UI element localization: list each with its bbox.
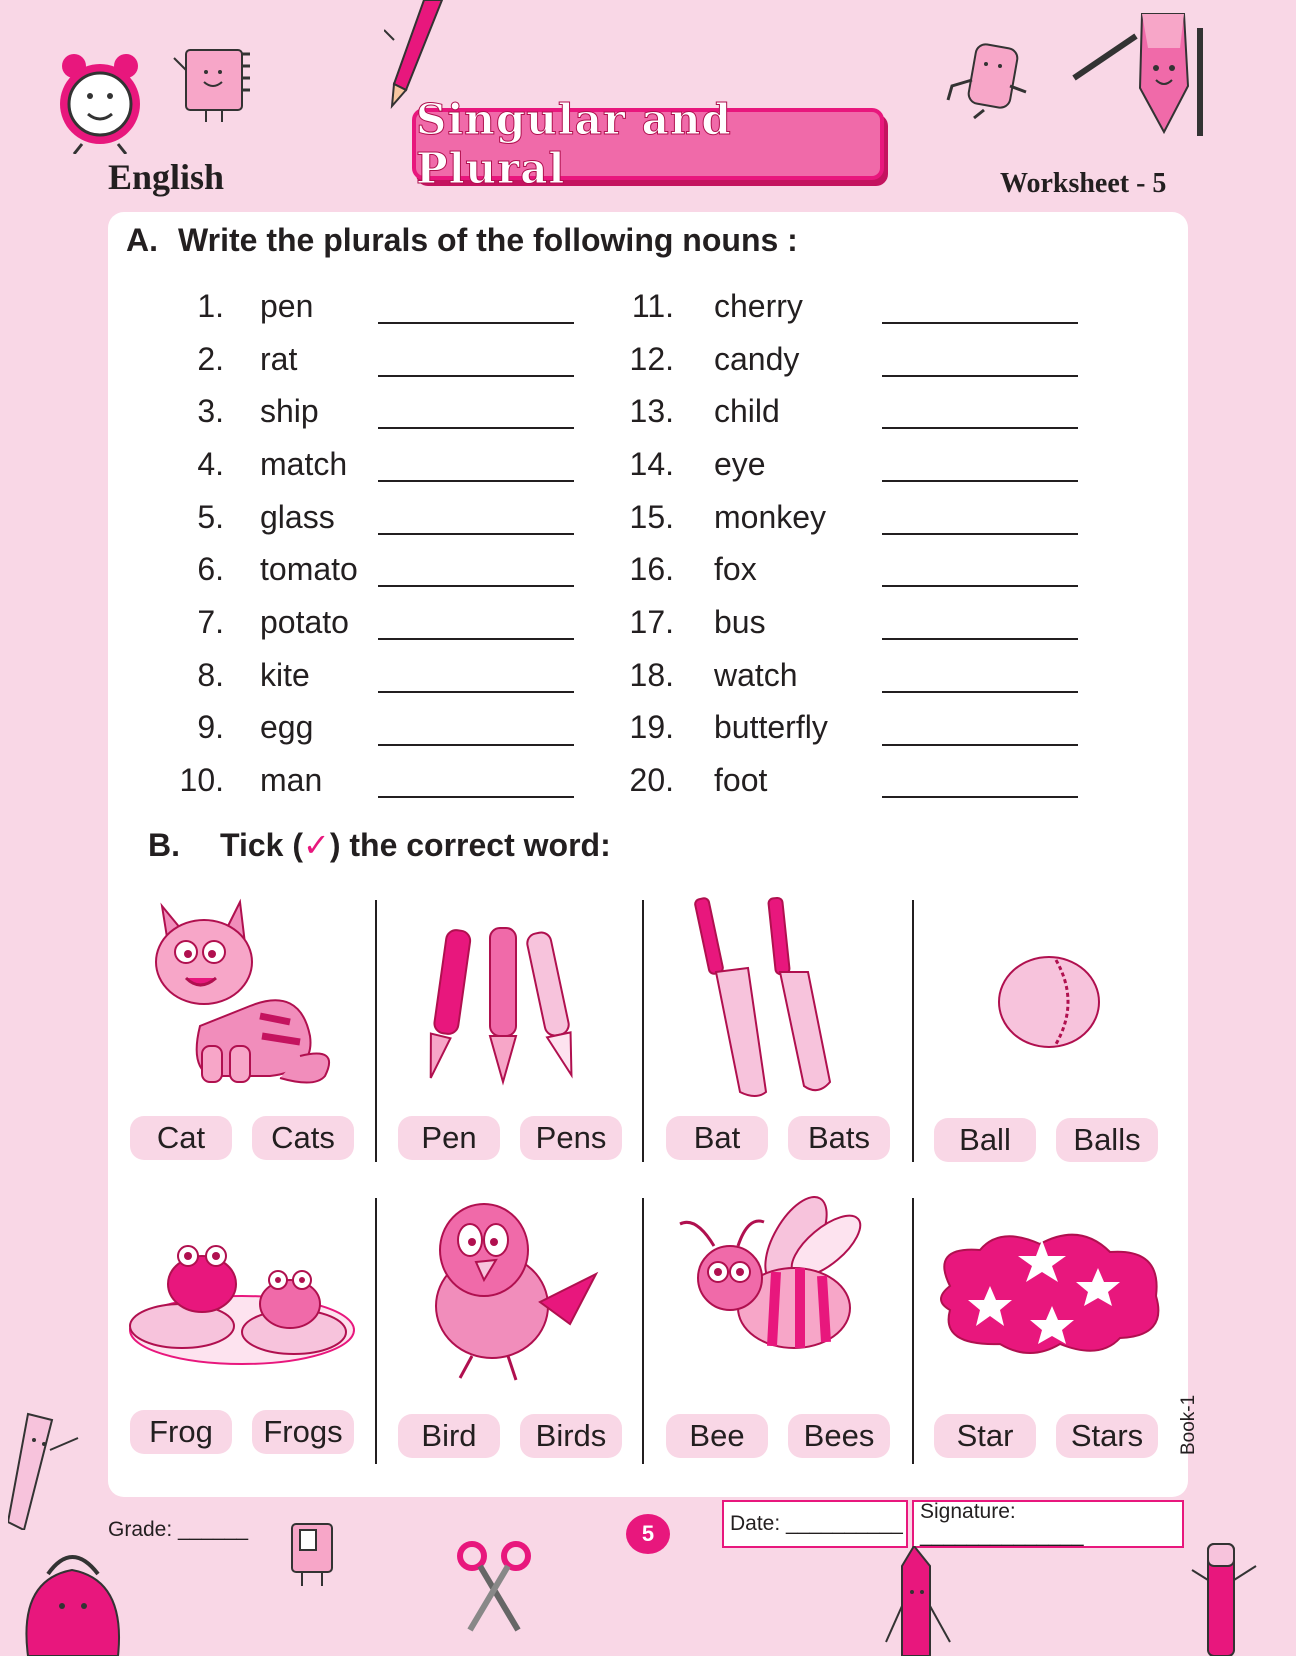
bats-picture	[694, 896, 844, 1100]
answer-blank[interactable]	[882, 691, 1078, 693]
list-item: 20. foot	[620, 754, 894, 807]
list-item: 16. fox	[620, 543, 894, 596]
list-item: 12. candy	[620, 333, 894, 386]
section-b-heading: B. Tick (✓) the correct word:	[148, 827, 611, 863]
option-birds[interactable]: Birds	[520, 1414, 622, 1458]
list-item: 17. bus	[620, 596, 894, 649]
option-cat[interactable]: Cat	[130, 1116, 232, 1160]
crayon-character-icon	[884, 1546, 954, 1656]
ruler-character-icon	[8, 1410, 88, 1530]
list-item: 7. potato	[170, 596, 420, 649]
option-cats[interactable]: Cats	[252, 1116, 354, 1160]
list-item: 14. eye	[620, 438, 894, 491]
noun-list-left	[170, 280, 420, 807]
option-bird[interactable]: Bird	[398, 1414, 500, 1458]
option-bats[interactable]: Bats	[788, 1116, 890, 1160]
list-item: 15. monkey	[620, 491, 894, 544]
scissors-icon	[456, 1538, 532, 1634]
answer-blank[interactable]	[882, 480, 1078, 482]
answer-blank[interactable]	[378, 480, 574, 482]
page-title: Singular and Plural	[416, 95, 732, 193]
answer-blank[interactable]	[378, 322, 574, 324]
grid-divider	[375, 1198, 377, 1464]
noun-list-right	[620, 280, 894, 807]
answer-blank[interactable]	[882, 375, 1078, 377]
option-stars[interactable]: Stars	[1056, 1414, 1158, 1458]
list-item: 1. pen	[170, 280, 420, 333]
section-a-heading: A. Write the plurals of the following nouns :	[126, 222, 798, 258]
option-balls[interactable]: Balls	[1056, 1118, 1158, 1162]
option-star[interactable]: Star	[934, 1414, 1036, 1458]
pen-character-icon	[1190, 1540, 1260, 1656]
answer-blank[interactable]	[882, 638, 1078, 640]
ball-picture	[996, 954, 1102, 1050]
answer-blank[interactable]	[882, 744, 1078, 746]
list-item: 11. cherry	[620, 280, 894, 333]
option-frog[interactable]: Frog	[130, 1410, 232, 1454]
grid-divider	[912, 900, 914, 1162]
list-item: 19. butterfly	[620, 702, 894, 755]
eraser-character-icon	[944, 40, 1034, 120]
stars-picture	[930, 1226, 1164, 1358]
list-item: 10. man	[170, 754, 420, 807]
bee-picture	[676, 1196, 870, 1380]
option-ball[interactable]: Ball	[934, 1118, 1036, 1162]
subject-label: English	[108, 157, 225, 197]
answer-blank[interactable]	[882, 427, 1078, 429]
list-item: 4. match	[170, 438, 420, 491]
alarm-clock-icon	[52, 44, 148, 154]
list-item: 13. child	[620, 385, 894, 438]
list-item: 3. ship	[170, 385, 420, 438]
answer-blank[interactable]	[378, 638, 574, 640]
grid-divider	[375, 900, 377, 1162]
grid-divider	[642, 1198, 644, 1464]
grid-divider	[642, 900, 644, 1162]
school-bag-icon	[18, 1540, 128, 1656]
list-item: 2. rat	[170, 333, 420, 386]
list-item: 5. glass	[170, 491, 420, 544]
answer-blank[interactable]	[378, 691, 574, 693]
sharpener-character-icon	[284, 1520, 344, 1590]
frogs-picture	[122, 1222, 362, 1372]
grade-field[interactable]: Grade: ______	[108, 1518, 249, 1541]
answer-blank[interactable]	[378, 375, 574, 377]
answer-blank[interactable]	[882, 322, 1078, 324]
answer-blank[interactable]	[882, 585, 1078, 587]
pencil-character-icon	[384, 0, 444, 110]
answer-blank[interactable]	[378, 427, 574, 429]
tick-icon: ✓	[303, 827, 330, 863]
bird-picture	[420, 1194, 600, 1384]
answer-blank[interactable]	[378, 744, 574, 746]
worksheet-number: Worksheet - 5	[1000, 168, 1167, 199]
answer-blank[interactable]	[882, 533, 1078, 535]
option-bat[interactable]: Bat	[666, 1116, 768, 1160]
option-frogs[interactable]: Frogs	[252, 1410, 354, 1454]
answer-blank[interactable]	[378, 585, 574, 587]
option-bees[interactable]: Bees	[788, 1414, 890, 1458]
title-banner	[412, 95, 884, 193]
answer-blank[interactable]	[378, 533, 574, 535]
list-item: 8. kite	[170, 649, 420, 702]
list-item: 18. watch	[620, 649, 894, 702]
grid-divider	[912, 1198, 914, 1464]
list-item: 6. tomato	[170, 543, 420, 596]
pencil-sharpener-pencil-icon	[1070, 8, 1210, 138]
book-tag: Book-1	[1178, 1394, 1199, 1455]
notebook-character-icon	[172, 44, 260, 124]
signature-field[interactable]: Signature: ______________	[912, 1500, 1184, 1548]
pens-picture	[424, 924, 594, 1088]
page-number: 5	[626, 1514, 670, 1554]
answer-blank[interactable]	[378, 796, 574, 798]
option-bee[interactable]: Bee	[666, 1414, 768, 1458]
cat-picture	[150, 896, 340, 1088]
answer-blank[interactable]	[882, 796, 1078, 798]
date-field[interactable]: Date: __________	[722, 1500, 908, 1548]
list-item: 9. egg	[170, 702, 420, 755]
option-pens[interactable]: Pens	[520, 1116, 622, 1160]
option-pen[interactable]: Pen	[398, 1116, 500, 1160]
